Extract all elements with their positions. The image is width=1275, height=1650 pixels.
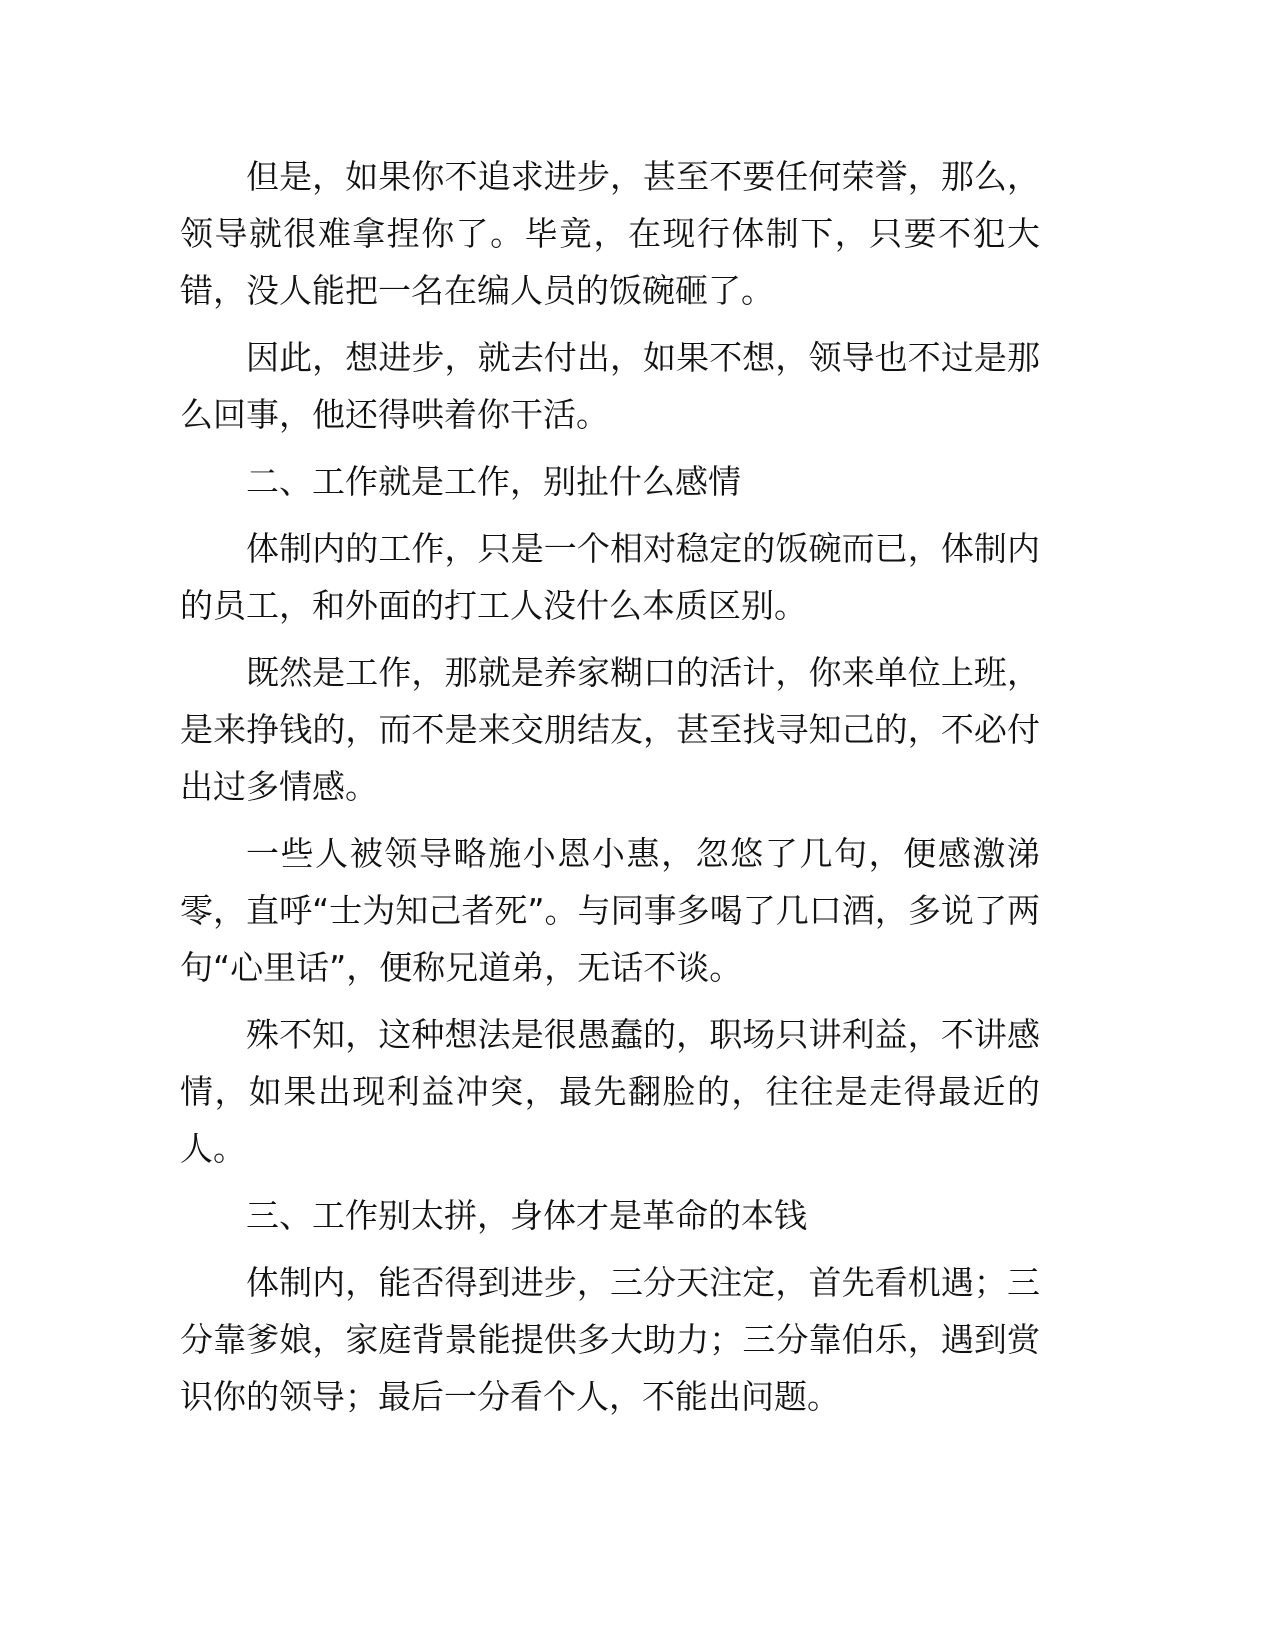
section-heading: 三、工作别太拼，身体才是革命的本钱: [246, 1196, 807, 1235]
paragraph: 一些人被领导略施小恩小惠，忽悠了几句，便感激涕零，直呼“士为知己者死”。与同事多喝了几口酒，多说了两句“心里话”，便称兄道弟，无话不谈。: [180, 834, 1040, 987]
section-heading: 二、工作就是工作，别扯什么感情: [246, 462, 741, 501]
paragraph: 但是，如果你不追求进步，甚至不要任何荣誉，那么，领导就很难拿捏你了。毕竟，在现行体制下，只要不犯大错，没人能把一名在编人员的饭碗砸了。: [180, 157, 1040, 310]
paragraph: 体制内，能否得到进步，三分天注定，首先看机遇；三分靠爹娘，家庭背景能提供多大助力；三分靠伯乐，遇到赏识你的领导；最后一分看个人，不能出问题。: [180, 1263, 1040, 1416]
paragraph: 殊不知，这种想法是很愚蠢的，职场只讲利益，不讲感情，如果出现利益冲突，最先翻脸的，往往是走得最近的人。: [180, 1015, 1040, 1168]
paragraph: 既然是工作，那就是养家糊口的活计，你来单位上班，是来挣钱的，而不是来交朋结友，甚至找寻知己的，不必付出过多情感。: [180, 653, 1040, 806]
paragraph: 体制内的工作，只是一个相对稳定的饭碗而已，体制内的员工，和外面的打工人没什么本质区别。: [180, 529, 1040, 625]
paragraph: 因此，想进步，就去付出，如果不想，领导也不过是那么回事，他还得哄着你干活。: [180, 338, 1040, 434]
document-body: [180, 148, 1040, 1435]
